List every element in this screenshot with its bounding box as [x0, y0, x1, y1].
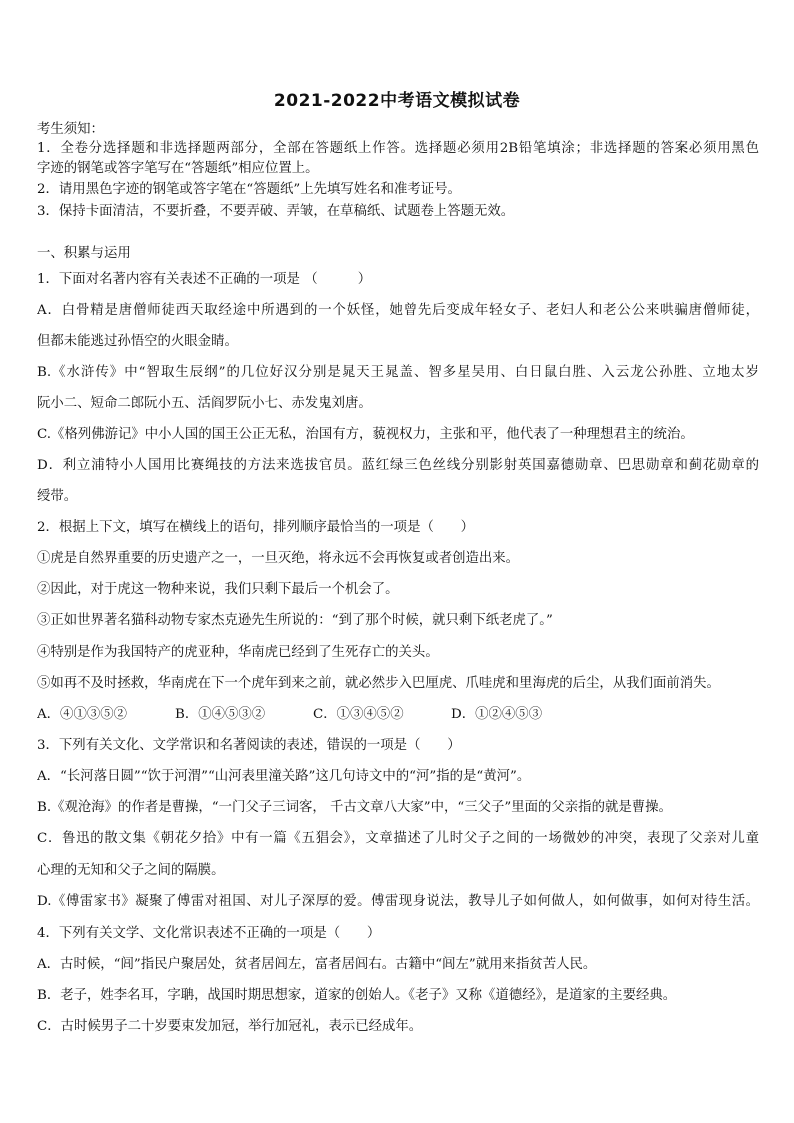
notice-heading: 考生须知： — [37, 122, 104, 137]
question-1-option-d-cont: 绶带。 — [37, 489, 78, 504]
question-1-option-c: C.《格列佛游记》中小人国的国王公正无私，治国有方，藐视权力，主张和平，他代表了一种理想君主的统治。 — [37, 427, 694, 442]
question-2-sentence-3: ③正如世界著名猫科动物专家杰克逊先生所说的：“到了那个时候，就只剩下纸老虎了。” — [37, 613, 553, 628]
question-1-option-a-cont: 但都未能逃过孙悟空的火眼金睛。 — [37, 334, 238, 349]
question-3-option-b: B.《观沧海》的作者是曹操，“一门父子三词客， 千古文章八大家”中，“三父子”里面的父亲指的就是曹操。 — [37, 800, 672, 815]
question-4-stem: 4．下列有关文学、文化常识表述不正确的一项是（ ） — [37, 926, 381, 941]
question-3-option-c: C．鲁迅的散文集《朝花夕拾》中有一篇《五猖会》，文章描述了儿时父子之间的一场微妙的冲突，表现了父亲对儿童 — [37, 831, 759, 846]
notice-line-1: 1．全卷分选择题和非选择题两部分，全部在答题纸上作答。选择题必须用2B铅笔填涂；非选择题的答案必须用黑色 — [37, 141, 759, 156]
notice-line-4: 3．保持卡面清洁，不要折叠，不要弄破、弄皱，在草稿纸、试题卷上答题无效。 — [37, 204, 515, 219]
question-1-stem: 1．下面对名著内容有关表述不正确的一项是 （ ） — [37, 272, 372, 287]
question-2-option-c: C．①③④⑤② — [313, 707, 404, 722]
question-4-option-c: C．古时候男子二十岁要束发加冠，举行加冠礼，表示已经成年。 — [37, 1019, 423, 1034]
question-2-sentence-1: ①虎是自然界重要的历史遗产之一，一旦灭绝，将永远不会再恢复或者创造出来。 — [37, 551, 520, 566]
question-2-stem: 2．根据上下文，填写在横线上的语句，排列顺序最恰当的一项是（ ） — [37, 520, 475, 535]
question-4-option-a: A．古时候，“闾”指民户聚居处，贫者居闾左，富者居闾右。古籍中“闾左”就用来指贫苦人民。 — [37, 957, 597, 972]
question-3-option-c-cont: 心理的无知和父子之间的隔膜。 — [37, 863, 225, 878]
notice-line-3: 2．请用黑色字迹的钢笔或答字笔在“答题纸”上先填写姓名和准考证号。 — [37, 182, 461, 197]
question-2-option-b: B．①④⑤③② — [175, 707, 266, 722]
question-2-option-a: A．④①③⑤② — [37, 707, 128, 722]
question-1-option-d: D．利立浦特小人国用比赛绳技的方法来选拔官员。蓝红绿三色丝线分别影射英国嘉德勋章、巴思勋章和蓟花勋章的 — [37, 458, 759, 473]
question-2-sentence-2: ②因此，对于虎这一物种来说，我们只剩下最后一个机会了。 — [37, 582, 399, 597]
question-4-option-b: B．老子，姓李名耳，字聃，战国时期思想家，道家的创始人。《老子》又称《道德经》，是道家的主要经典。 — [37, 988, 677, 1003]
question-2-sentence-5: ⑤如再不及时拯救，华南虎在下一个虎年到来之前，就必然步入巴厘虎、爪哇虎和里海虎的后尘，从我们面前消失。 — [37, 676, 720, 691]
question-2-sentence-4: ④特别是作为我国特产的虎亚种，华南虎已经到了生死存亡的关头。 — [37, 645, 439, 660]
question-1-option-a: A．白骨精是唐僧师徒西天取经途中所遇到的一个妖怪，她曾先后变成年轻女子、老妇人和老公公来哄骗唐僧师徒， — [37, 303, 759, 318]
question-3-option-d: D.《傅雷家书》凝聚了傅雷对祖国、对儿子深厚的爱。傅雷现身说法，教导儿子如何做人，如何做事，如何对待生活。 — [37, 894, 759, 909]
question-1-option-b: B.《水浒传》中“智取生辰纲”的几位好汉分别是晁天王晁盖、智多星吴用、白日鼠白胜、入云龙公孙胜、立地太岁 — [37, 365, 759, 380]
section-heading: 一、积累与运用 — [37, 246, 131, 261]
question-3-option-a: A．“长河落日圆”“饮于河渭”“山河表里潼关路”这几句诗文中的“河”指的是“黄河”。 — [37, 769, 531, 784]
question-2-options — [37, 706, 759, 724]
question-3-stem: 3．下列有关文化、文学常识和名著阅读的表述，错误的一项是（ ） — [37, 738, 461, 753]
question-1-option-b-cont: 阮小二、短命二郎阮小五、活阎罗阮小七、赤发鬼刘唐。 — [37, 396, 372, 411]
question-2-option-d: D．①②④⑤③ — [451, 707, 543, 722]
exam-title: 2021-2022中考语文模拟试卷 — [273, 91, 521, 111]
notice-line-2: 字迹的钢笔或答字笔写在“答题纸”相应位置上。 — [37, 161, 319, 176]
